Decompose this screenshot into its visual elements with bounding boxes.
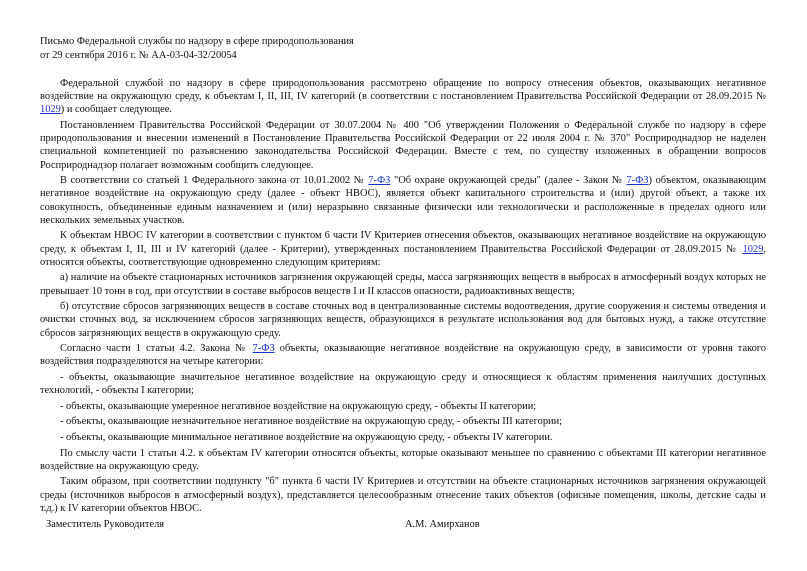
- title-line-2: от 29 сентября 2016 г. № АА-03-04-32/20054: [40, 50, 237, 61]
- document-body: [40, 35, 766, 517]
- paragraph-1: Федеральной службой по надзору в сфере природопользования рассмотрено обращение по вопросу отнесения объектов, оказывающих негативное воздействие на окружающую среду, к объектам I, II, III, IV категорий (в соответствии с постановлением Правительства Российской Федерации от 28.09.2015 № 1029) и сообщает следующее.: [40, 78, 766, 116]
- paragraph-4: К объектам НВОС IV категории в соответствии с пунктом 6 части IV Критериев отнесения объектов, оказывающих негативное воздействие на окружающую среду, к объектам I, II, III и IV категорий (далее - Критерии), утвержденных постановлением Правительства Российской Федерации от 28.09.2015 № 1029, относятся объекты, соответствующие одновременно следующим критериям:: [40, 230, 766, 268]
- paragraph-7: Согласно части 1 статьи 4.2. Закона № 7-ФЗ объекты, оказывающие негативное воздействие на окружающую среду, в зависимости от уровня такого воздействия подразделяются на четыре категории:: [40, 343, 767, 368]
- link-7fz[interactable]: 7-ФЗ: [626, 175, 649, 187]
- paragraph-5: а) наличие на объекте стационарных источников загрязнения окружающей среды, масса загрязняющих веществ в выбросах в атмосферный воздух которых не превышает 10 тонн в год, при отсутствии в составе выбросов веществ I и II классов опасности, радиоактивных веществ;: [40, 272, 766, 297]
- link-1029[interactable]: 1029: [742, 243, 764, 255]
- title-line-1: Письмо Федеральной службы по надзору в сфере природопользования: [40, 36, 354, 47]
- paragraph-11: - объекты, оказывающие минимальное негативное воздействие на окружающую среду, - объекты IV категории.: [60, 431, 553, 443]
- signer-position: Заместитель Руководителя: [46, 519, 165, 530]
- link-7fz[interactable]: 7-ФЗ: [252, 343, 275, 355]
- signer-name: А.М. Амирханов: [405, 519, 480, 530]
- link-7fz[interactable]: 7-ФЗ: [368, 175, 391, 187]
- paragraph-8: - объекты, оказывающие значительное негативное воздействие на окружающую среду и относящиеся к областям применения наилучших доступных технологий, - объекты I категории;: [40, 372, 766, 397]
- paragraph-2: Постановлением Правительства Российской Федерации от 30.07.2004 № 400 "Об утверждении Положения о Федеральной службе по надзору в сфере природопользования и внесении изменений в Постановление Правительства Российской Федерации от 22 июля 2004 г. № 370" Росприроднадзор не наделен специальной компетенцией по разъяснению законодательства Российской Федерации. Вместе с тем, по существу изложенных в обращении вопросов Росприроднадзор полагает возможным сообщить следующее.: [40, 120, 766, 171]
- paragraph-10: - объекты, оказывающие незначительное негативное воздействие на окружающую среду, - объекты III категории;: [60, 416, 563, 428]
- paragraph-13: Таким образом, при соответствии подпункту "б" пункта 6 части IV Критериев и отсутствии на объекте стационарных источников загрязнения окружающей среды (источников выбросов в атмосферный воздух), представляется целесообразным отнесение таких объектов (офисные помещения, школы, детские сады и т.д.) к IV категории объектов НВОС.: [40, 476, 766, 514]
- paragraph-6: б) отсутствие сбросов загрязняющих веществ в составе сточных вод в централизованные системы водоотведения, другие сооружения и системы отведения и очистки сточных вод, за исключением сбросов загрязняющих веществ, образующихся в результате использования вод для бытовых нужд, а также отсутствие сбросов загрязняющих веществ в окружающую среду.: [40, 301, 766, 339]
- paragraph-3: В соответствии со статьей 1 Федерального закона от 10.01.2002 № 7-ФЗ "Об охране окружающей среды" (далее - Закон № 7-ФЗ) объектом, оказывающим негативное воздействие на окружающую среду (далее - объект НВОС), является объект капитального строительства и (или) другой объект, а также их совокупность, объединенные единым назначением и (или) неразрывно связанные физически или технологически и расположенные в пределах одного или нескольких земельных участков.: [40, 175, 766, 226]
- link-1029[interactable]: 1029: [40, 104, 61, 116]
- paragraph-12: По смыслу части 1 статьи 4.2. к объектам IV категории относятся объекты, которые оказывают меньшее по сравнению с объектами III категории негативное воздействие на окружающую среду.: [40, 447, 766, 472]
- document-title: [40, 35, 766, 63]
- paragraph-9: - объекты, оказывающие умеренное негативное воздействие на окружающую среду, - объекты II категории;: [60, 400, 537, 412]
